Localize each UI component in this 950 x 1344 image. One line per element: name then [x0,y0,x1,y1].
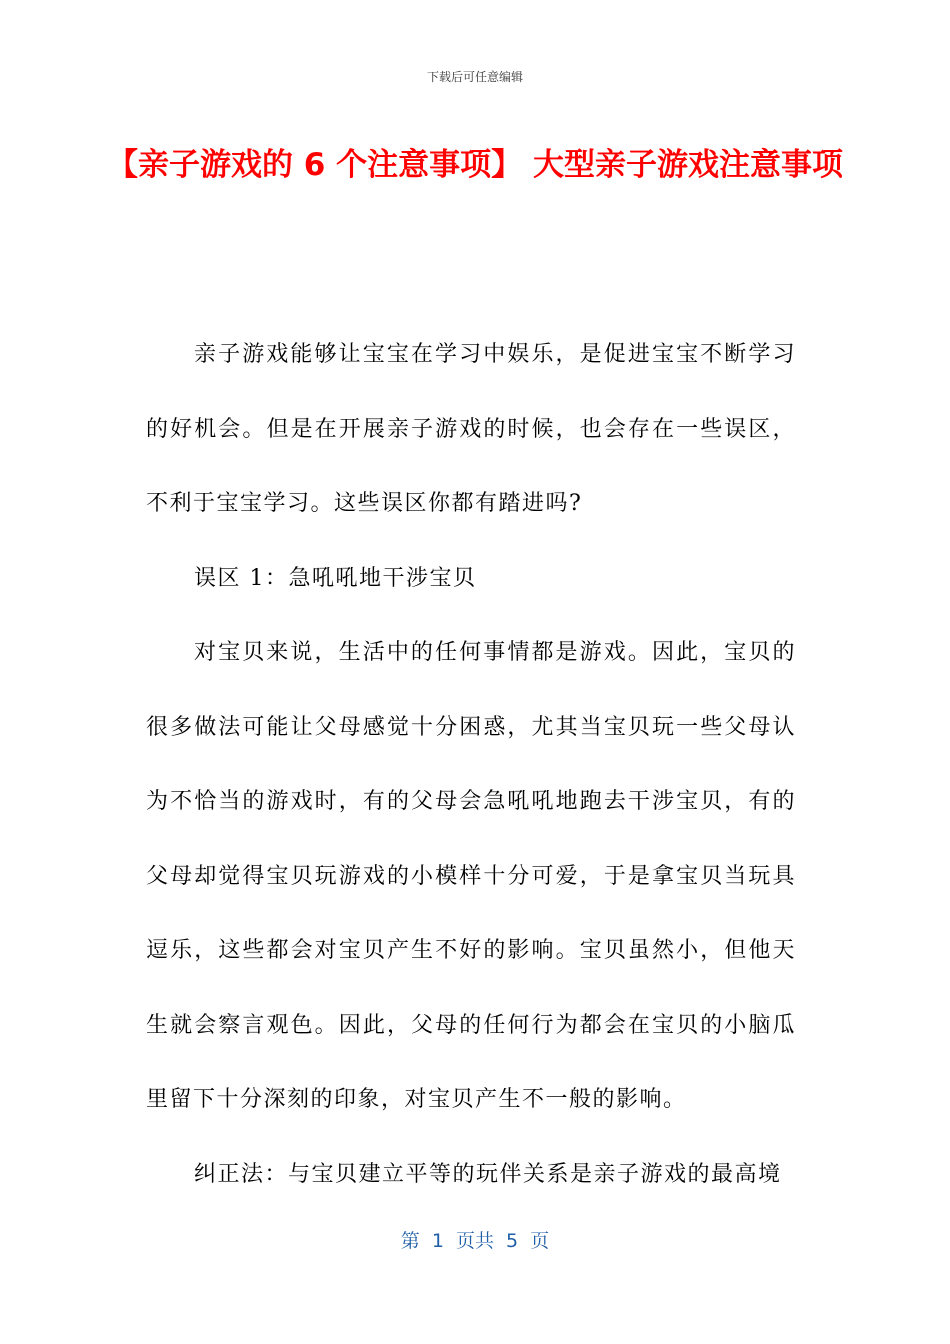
paragraph-myth-1-detail: 对宝贝来说，生活中的任何事情都是游戏。因此，宝贝的很多做法可能让父母感觉十分困惑，尤其当宝贝玩一些父母认为不恰当的游戏时，有的父母会急吼吼地跑去干涉宝贝，有的父母却觉得宝贝玩游戏的小模样十分可爱，于是拿宝贝当玩具逗乐，这些都会对宝贝产生不好的影响。宝贝虽然小，但他天生就会察言观色。因此，父母的任何行为都会在宝贝的小脑瓜里留下十分深刻的印象，对宝贝产生不一般的影响。 [146,640,796,1112]
footer-middle: 页共 [455,1230,494,1252]
header-note: 下载后可任意编辑 [426,70,523,84]
footer-prefix: 第 [400,1230,420,1252]
footer-total-pages: 5 [506,1230,519,1252]
document-title: 【亲子游戏的 6 个注意事项】 大型亲子游戏注意事项 [107,147,843,183]
document-body [146,318,796,1212]
footer-page-number: 1 [431,1230,444,1252]
paragraph-heading-myth-1: 误区 1：急吼吼地干涉宝贝 [194,565,477,591]
paragraph-intro: 亲子游戏能够让宝宝在学习中娱乐，是促进宝宝不断学习的好机会。但是在开展亲子游戏的时候，也会存在一些误区，不利于宝宝学习。这些误区你都有踏进吗? [146,342,796,516]
page-footer [0,1226,950,1253]
paragraph-correction: 纠正法：与宝贝建立平等的玩伴关系是亲子游戏的最高境 [194,1161,782,1187]
footer-suffix: 页 [530,1230,550,1252]
